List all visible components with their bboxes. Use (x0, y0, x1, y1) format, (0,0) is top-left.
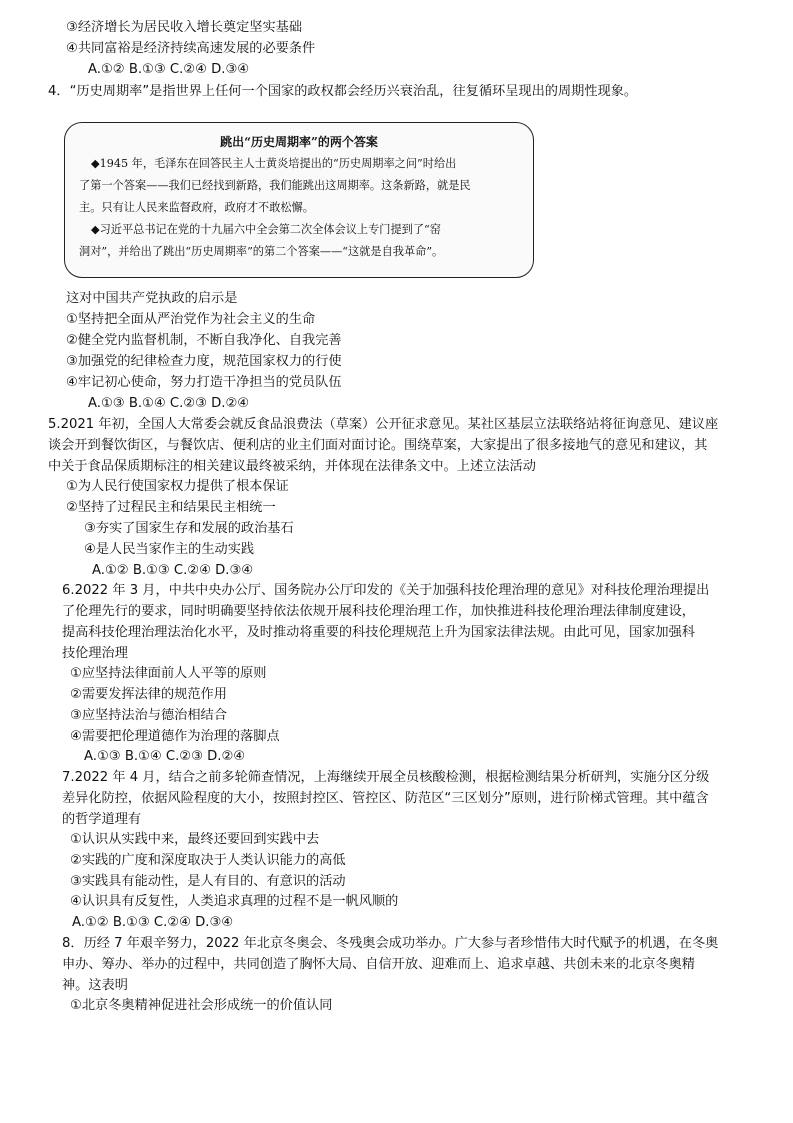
q6-option-2: ②需要发挥法律的规范作用 (70, 687, 227, 702)
q7-stem-line-1: 7.2022 年 4 月，结合之前多轮筛查情况，上海继续开展全员核酸检测，根据检测结果分析研判，实施分区分级 (62, 770, 710, 785)
q7-option-1: ①认识从实践中来，最终还要回到实践中去 (70, 832, 320, 847)
q5-choices: A.①② B.①③ C.②④ D.③④ (92, 563, 254, 578)
q5-option-1: ①为人民行使国家权力提供了根本保证 (66, 479, 289, 494)
q4-choices: A.①③ B.①④ C.②③ D.②④ (88, 396, 250, 411)
q5-option-4: ④是人民当家作主的生动实践 (84, 542, 255, 557)
q5-stem-line-1: 5.2021 年初，全国人大常委会就反食品浪费法（草案）公开征求意见。某社区基层立法联络站将征询意见、建议座 (48, 417, 719, 432)
q7-choices: A.①② B.①③ C.②④ D.③④ (72, 915, 234, 930)
q3-option-4: ④共同富裕是经济持续高速发展的必要条件 (66, 41, 316, 56)
q4-box-line-1: ◆1945 年，毛泽东在回答民主人士黄炎培提出的“历史周期率之问”时给出 (91, 157, 457, 170)
q3-choices: A.①② B.①③ C.②④ D.③④ (88, 62, 250, 77)
q5-option-2: ②坚持了过程民主和结果民主相统一 (66, 500, 276, 515)
q4-box-title: 跳出“历史周期率”的两个答案 (220, 135, 378, 149)
q4-option-2: ②健全党内监督机制，不断自我净化、自我完善 (66, 333, 342, 348)
q6-option-3: ③应坚持法治与德治相结合 (70, 708, 227, 723)
q4-option-3: ③加强党的纪律检查力度，规范国家权力的行使 (66, 354, 342, 369)
q5-option-3: ③夯实了国家生存和发展的政治基石 (84, 521, 294, 536)
q7-stem-line-2: 差异化防控，依据风险程度的大小，按照封控区、管控区、防范区“三区划分”原则，进行阶梯式管理。其中蕴含 (62, 791, 709, 806)
q6-stem-line-3: 提高科技伦理治理法治化水平，及时推动将重要的科技伦理规范上升为国家法律法规。由此可见，国家加强科 (62, 625, 695, 640)
q4-option-1: ①坚持把全面从严治党作为社会主义的生命 (66, 312, 316, 327)
q4-question: 这对中国共产党执政的启示是 (66, 291, 238, 306)
q7-option-4: ④认识具有反复性，人类追求真理的过程不是一帆风顺的 (70, 894, 399, 909)
q6-stem-line-1: 6.2022 年 3 月，中共中央办公厅、国务院办公厅印发的《关于加强科技伦理治理的意见》对科技伦理治理提出 (62, 583, 710, 598)
q4-quote-box (64, 122, 534, 278)
q4-box-line-4: ◆习近平总书记在党的十九届六中全会第二次全体会议上专门提到了“窑 (91, 223, 441, 236)
q6-choices: A.①③ B.①④ C.②③ D.②④ (84, 749, 246, 764)
q6-option-4: ④需要把伦理道德作为治理的落脚点 (70, 729, 280, 744)
q4-box-line-2: 了第一个答案——我们已经找到新路，我们能跳出这周期率。这条新路，就是民 (79, 179, 471, 192)
q7-option-2: ②实践的广度和深度取决于人类认识能力的高低 (70, 853, 346, 868)
q5-stem-line-3: 中关于食品保质期标注的相关建议最终被采纳，并体现在法律条文中。上述立法活动 (48, 459, 536, 474)
q4-box-line-5: 洞对”，并给出了跳出“历史周期率”的第二个答案——“这就是自我革命”。 (79, 245, 444, 258)
q6-stem-line-4: 技伦理治理 (62, 646, 128, 661)
q4-option-4: ④牢记初心使命，努力打造干净担当的党员队伍 (66, 375, 342, 390)
q4-stem: 4．“历史周期率”是指世界上任何一个国家的政权都会经历兴衰治乱，往复循环呈现出的周期性现象。 (48, 84, 638, 99)
q3-option-3: ③经济增长为居民收入增长奠定坚实基础 (66, 20, 303, 35)
q7-option-3: ③实践具有能动性，是人有目的、有意识的活动 (70, 874, 346, 889)
q4-box-line-3: 主。只有让人民来监督政府，政府才不敢松懈。 (79, 201, 314, 214)
q5-stem-line-2: 谈会开到餐饮街区，与餐饮店、便利店的业主们面对面讨论。围绕草案，大家提出了很多接地气的意见和建议，其 (48, 438, 708, 453)
q6-option-1: ①应坚持法律面前人人平等的原则 (70, 666, 267, 681)
q7-stem-line-3: 的哲学道理有 (62, 812, 142, 827)
q8-stem-line-1: 8．历经 7 年艰辛努力，2022 年北京冬奥会、冬残奥会成功举办。广大参与者珍惜伟大时代赋予的机遇，在冬奥 (62, 936, 719, 951)
q8-stem-line-2: 申办、筹办、举办的过程中，共同创造了胸怀大局、自信开放、迎难而上、追求卓越、共创未来的北京冬奥精 (62, 957, 695, 972)
q8-option-1: ①北京冬奥精神促进社会形成统一的价值认同 (70, 998, 333, 1013)
q6-stem-line-2: 了伦理先行的要求，同时明确要坚持依法依规开展科技伦理治理工作，加快推进科技伦理治理法律制度建设， (62, 604, 695, 619)
q8-stem-line-3: 神。这表明 (62, 978, 128, 993)
